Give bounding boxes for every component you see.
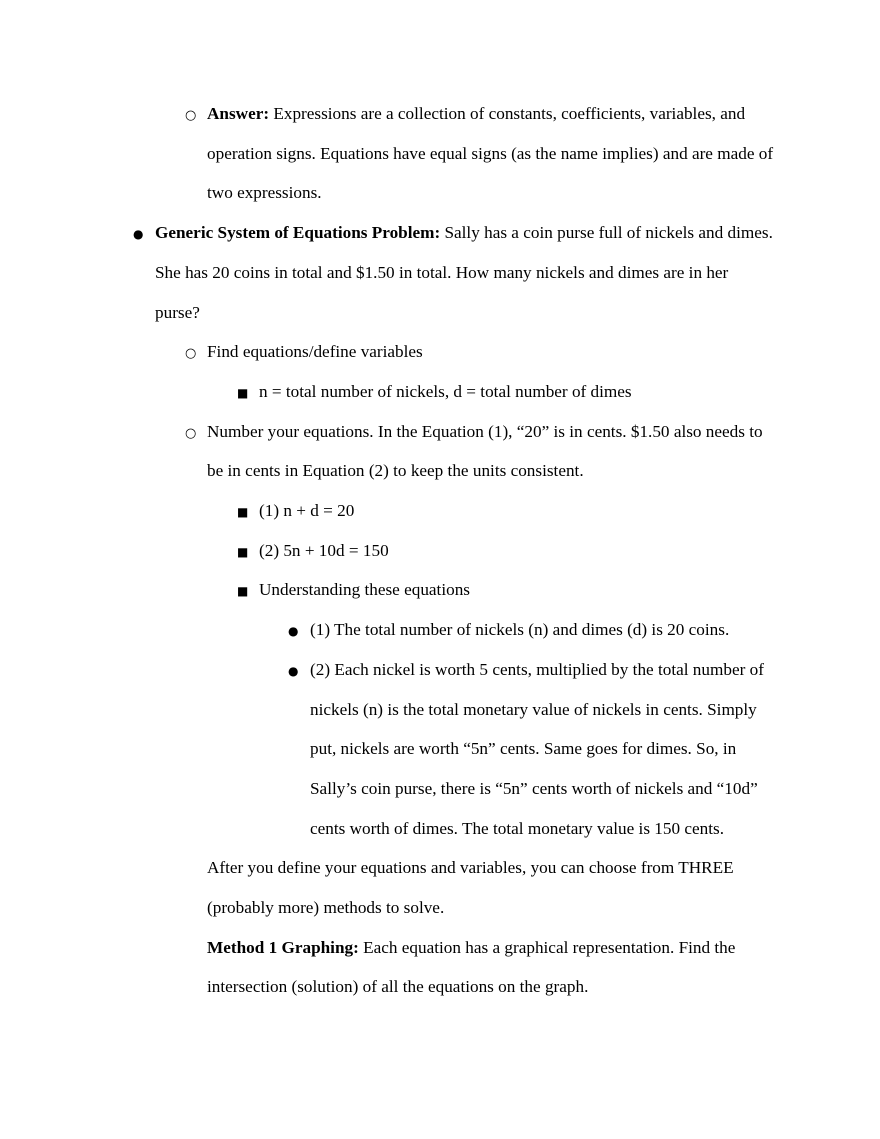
list-item-text: Number your equations. In the Equation (1), “20” is in cents. $1.50 also needs to be in cents in Equation (2) to keep the units consistent.: [207, 421, 763, 481]
list-item-text: n = total number of nickels, d = total number of dimes: [259, 381, 632, 401]
circle-bullet-icon: ○: [185, 108, 197, 123]
problem-label: Generic System of Equations Problem:: [155, 223, 441, 243]
list-item-equation-1: [237, 491, 777, 531]
list-item-define-variables: [237, 372, 777, 412]
disc-bullet-icon: ●: [288, 624, 299, 639]
method-1-label: Method 1 Graphing:: [207, 937, 359, 957]
square-bullet-icon: ■: [237, 544, 249, 559]
circle-bullet-icon: ○: [185, 346, 197, 362]
list-item-text: Expressions are a collection of constants, coefficients, variables, and operation signs. Equations have equal signs (as the name implies) and are made of two expressions.: [207, 104, 774, 203]
list-item-text: Understanding these equations: [259, 580, 470, 600]
list-item-understanding-eq2: [288, 650, 777, 849]
list-item-text: Sally has a coin purse full of nickels and dimes. She has 20 coins in total and $1.50 in total. How many nickels and dimes are in her purse?: [155, 223, 773, 322]
square-bullet-icon: ■: [237, 505, 249, 520]
paragraph-methods-intro: [207, 848, 777, 927]
equation-1-text: (1) n + d = 20: [259, 501, 355, 521]
disc-bullet-icon: ●: [133, 227, 144, 242]
equation-2-text: (2) 5n + 10d = 150: [259, 540, 389, 560]
list-item-text: (1) The total number of nickels (n) and dimes (d) is 20 coins.: [310, 620, 730, 640]
list-item-equation-2: [237, 531, 777, 571]
paragraph-method-1: [207, 928, 777, 1007]
list-item-problem: [133, 213, 777, 332]
paragraph-text: Each equation has a graphical representation. Find the intersection (solution) of all the equations on the graph.: [207, 937, 736, 997]
list-item-understanding-eq1: [288, 610, 777, 650]
list-item-find-equations: [185, 332, 777, 372]
paragraph-text: After you define your equations and variables, you can choose from THREE (probably more) methods to solve.: [207, 858, 734, 918]
square-bullet-icon: ■: [237, 385, 249, 400]
circle-bullet-icon: ○: [185, 425, 197, 441]
answer-label: Answer:: [207, 104, 270, 123]
list-item-text: Find equations/define variables: [207, 342, 423, 362]
disc-bullet-icon: ●: [288, 663, 299, 678]
list-item-answer: [185, 94, 777, 213]
list-item-number-equations: [185, 412, 777, 491]
square-bullet-icon: ■: [237, 584, 249, 599]
list-item-understanding: [237, 570, 777, 610]
list-item-text: (2) Each nickel is worth 5 cents, multiplied by the total number of nickels (n) is the total monetary value of nickels in cents. Simply put, nickels are worth “5n” cents. Same goes for dimes. So, in Sally’s coin purse, there is “5n” cents worth of nickels and “10d” cents worth of dimes. The total monetary value is 150 cents.: [310, 659, 764, 838]
